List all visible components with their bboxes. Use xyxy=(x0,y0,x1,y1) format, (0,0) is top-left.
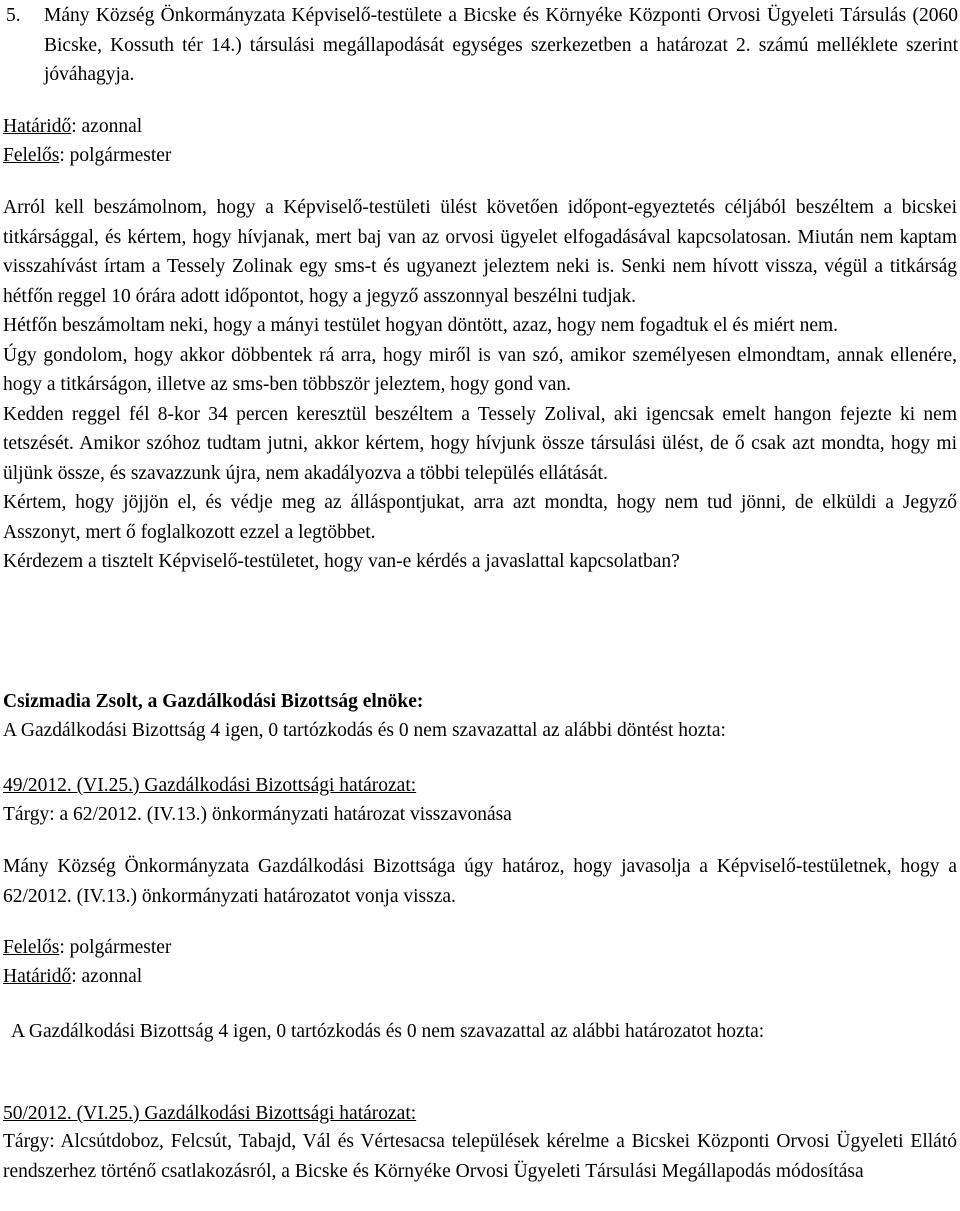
responsible-value: : polgármester xyxy=(59,145,172,166)
list-item-text: Mány Község Önkormányzata Képviselő-testülete a Bicske és Környéke Központi Orvosi Ügyeleti Társulás (2060 Bicske, Kossuth tér 14.) társulási megállapodását egységes szerkezetben a határozat 2. számú melléklete szerint jóváhagyja. xyxy=(44,5,958,85)
vote-statement: A Gazdálkodási Bizottság 4 igen, 0 tartózkodás és 0 nem szavazattal az alábbi határozatot hozta: xyxy=(11,1021,765,1042)
deadline-value: : azonnal xyxy=(71,966,143,987)
report-paragraph: Arról kell beszámolnom, hogy a Képviselő-testületi ülést követően időpont-egyeztetés céljából beszéltem a bicskei titkársággal, és kértem, hogy hívjanak, mert baj van az orvosi ügyelet elfogadásával kapcsolatosan. Miután nem kaptam visszahívást írtam a Tessely Zolinak egy sms-t és ugyanezt jeleztem neki is. Senki nem hívott vissza, végül a titkárság hétfőn reggel 10 órára adott időpontot, hogy a jegyző asszonnyal beszélni tudjak. xyxy=(3,197,957,307)
deadline-value: : azonnal xyxy=(71,116,143,137)
responsible-label: Felelős xyxy=(3,937,60,958)
resolution-body: Mány Község Önkormányzata Gazdálkodási Bizottsága úgy határoz, hogy javasolja a Képviselő-testületnek, hogy a 62/2012. (IV.13.) önkormányzati határozatot vonja vissza. xyxy=(3,856,957,907)
deadline-line xyxy=(3,112,957,142)
list-item-5 xyxy=(3,1,957,90)
responsible-value: : polgármester xyxy=(59,937,172,958)
list-item-number: 5. xyxy=(6,5,21,26)
report-paragraph: Kérdezem a tisztelt Képviselő-testületet, hogy van-e kérdés a javaslattal kapcsolatban? xyxy=(3,551,680,572)
resolution-title xyxy=(3,1099,957,1129)
deadline-label: Határidő xyxy=(3,966,72,987)
speaker-heading: Csizmadia Zsolt, a Gazdálkodási Bizottság elnöke: xyxy=(3,691,424,712)
report-paragraph: Úgy gondolom, hogy akkor döbbentek rá arra, hogy miről is van szó, amikor személyesen elmondtam, annak ellenére, hogy a titkárságon, illetve az sms-ben többször jeleztem, hogy gond van. xyxy=(3,344,957,395)
vote-statement: A Gazdálkodási Bizottság 4 igen, 0 tartózkodás és 0 nem szavazattal az alábbi döntést hozta: xyxy=(3,720,726,741)
report-section xyxy=(3,193,957,577)
responsible-label: Felelős xyxy=(3,145,60,166)
resolution-subject: Tárgy: a 62/2012. (IV.13.) önkormányzati határozat visszavonása xyxy=(3,804,512,825)
resolution-title-text: 49/2012. (VI.25.) Gazdálkodási Bizottsági határozat: xyxy=(3,775,417,796)
resolution-title-text: 50/2012. (VI.25.) Gazdálkodási Bizottsági határozat: xyxy=(3,1103,417,1124)
resolution-title xyxy=(3,771,957,801)
responsible-line xyxy=(3,141,957,171)
report-paragraph: Hétfőn beszámoltam neki, hogy a mányi testület hogyan döntött, azaz, hogy nem fogadtuk el és miért nem. xyxy=(3,315,839,336)
deadline-label: Határidő xyxy=(3,116,72,137)
report-paragraph: Kedden reggel fél 8-kor 34 percen keresztül beszéltem a Tessely Zolival, aki igencsak emelt hangon fejezte ki nem tetszését. Amikor szóhoz tudtam jutni, akkor kértem, hogy hívjunk össze társulási ülést, de ő csak azt mondta, hogy mi üljünk össze, és szavazzunk újra, nem akadályozva a többi település ellátását. xyxy=(3,403,957,484)
deadline-line xyxy=(3,962,957,992)
resolution-subject: Tárgy: Alcsútdoboz, Felcsút, Tabajd, Vál és Vértesacsa települések kérelme a Bicskei Központi Orvosi Ügyeleti Ellátó rendszerhez történő csatlakozásról, a Bicske és Környéke Orvosi Ügyeleti Társulási Megállapodás módosítása xyxy=(3,1131,957,1182)
responsible-line xyxy=(3,933,957,963)
report-paragraph: Kértem, hogy jöjjön el, és védje meg az álláspontjukat, arra azt mondta, hogy nem tud jönni, de elküldi a Jegyző Asszonyt, mert ő foglalkozott ezzel a legtöbbet. xyxy=(3,492,957,543)
